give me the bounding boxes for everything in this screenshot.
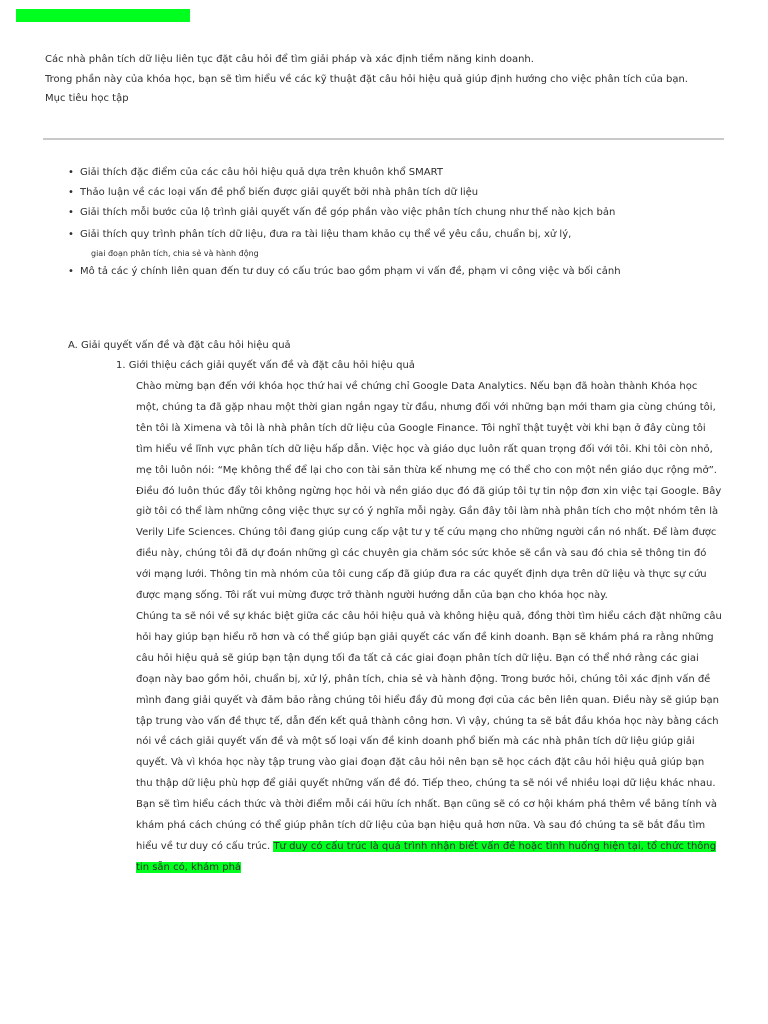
objective-item: • Mô tả các ý chính liên quan đến tư duy có cấu trúc bao gồm phạm vi vấn đề, phạm vi công việc và bối cảnh (68, 262, 668, 281)
subsection-heading-1: 1. Giới thiệu cách giải quyết vấn đề và đặt câu hỏi hiệu quả (116, 360, 415, 371)
top-highlight-bar (16, 9, 190, 22)
highlighted-text: Tư duy có cấu trúc là quá trình nhận biết vấn đề hoặc tình huống hiện tại, tổ chức thông tin sẵn có, khám phá (136, 840, 717, 873)
section-heading-a: A. Giải quyết vấn đề và đặt câu hỏi hiệu quả (68, 340, 291, 351)
divider (43, 138, 724, 140)
learning-objectives-heading: Mục tiêu học tập (45, 93, 129, 104)
objective-item: • Giải thích đặc điểm của các câu hỏi hiệu quả dựa trên khuôn khổ SMART (68, 163, 668, 182)
objectives-list (68, 163, 668, 282)
paragraph-2: Chúng ta sẽ nói về sự khác biệt giữa các câu hỏi hiệu quả và không hiệu quả, đồng thời tìm hiểu cách đặt những câu hỏi hay giúp bạn hiểu rõ hơn và có thể giúp bạn giải quyết các vấn đề kinh doanh. Bạn sẽ khám phá ra rằng những câu hỏi hiệu quả sẽ giúp bạn tận dụng tối đa tất cả các giai đoạn phân tích dữ liệu. Bạn có thể nhớ rằng các giai đoạn này bao gồm hỏi, chuẩn bị, xử lý, phân tích, chia sẻ và hành động. Trong bước hỏi, chúng tôi xác định vấn đề mình đang giải quyết và đảm bảo rằng chúng tôi hiểu đầy đủ mong đợi của các bên liên quan. Điều này sẽ giúp bạn tập trung vào vấn đề thực tế, dẫn đến kết quả thành công hơn. Vì vậy, chúng ta sẽ bắt đầu khóa học này bằng cách nói về cách giải quyết vấn đề và một số loại vấn đề kinh doanh phổ biến mà các nhà phân tích dữ liệu giúp giải quyết. Và vì khóa học này tập trung vào giai đoạn đặt câu hỏi nên bạn sẽ học cách đặt câu hỏi hiệu quả giúp bạn thu thập dữ liệu phù hợp để giải quyết những vấn đề đó. Tiếp theo, chúng ta sẽ nói về nhiều loại dữ liệu khác nhau. Bạn sẽ tìm hiểu cách thức và thời điểm mỗi cái hữu ích nhất. Bạn cũng sẽ có cơ hội khám phá thêm về bảng tính và khám phá cách chúng có thể giúp phân tích dữ liệu của bạn hiệu quả hơn nữa. Và sau đó chúng ta sẽ bắt đầu tìm hiểu về tư duy có cấu trúc. Tư duy có cấu trúc là quá trình nhận biết vấn đề hoặc tình huống hiện tại, tổ chức thông tin sẵn có, khám phá (136, 610, 722, 873)
paragraph-1: Chào mừng bạn đến với khóa học thứ hai về chứng chỉ Google Data Analytics. Nếu bạn đã hoàn thành Khóa học một, chúng ta đã gặp nhau một thời gian ngắn ngay từ đầu, nhưng đối với những bạn mới tham gia cùng chúng tôi, tên tôi là Ximena và tôi là nhà phân tích dữ liệu của Google Finance. Tôi nghĩ thật tuyệt vời khi bạn ở đây cùng tôi tìm hiểu về lĩnh vực phân tích dữ liệu hấp dẫn. Việc học và giáo dục luôn rất quan trọng đối với tôi. Khi tôi còn nhỏ, mẹ tôi luôn nói: “Mẹ không thể để lại cho con tài sản thừa kế nhưng mẹ có thể cho con một nền giáo dục rộng mở”. Điều đó luôn thúc đẩy tôi không ngừng học hỏi và nền giáo dục đó đã giúp tôi tự tin nộp đơn xin việc tại Google. Bây giờ tôi có thể làm những công việc thực sự có ý nghĩa mỗi ngày. Gần đây tôi làm nhà phân tích cho một nhóm tên là Verily Life Sciences. Chúng tôi đang giúp cung cấp vật tư y tế cứu mạng cho những người cần nó nhất. Để làm được điều này, chúng tôi đã dự đoán những gì các chuyên gia chăm sóc sức khỏe sẽ cần và sau đó chia sẻ thông tin đó với mạng lưới. Thông tin mà nhóm của tôi cung cấp đã giúp đưa ra các quyết định dựa trên dữ liệu và thực sự cứu được mạng sống. Tôi rất vui mừng được trở thành người hướng dẫn của bạn cho khóa học này. (136, 381, 722, 602)
lesson-body (136, 377, 722, 879)
objective-item: • Giải thích quy trình phân tích dữ liệu, đưa ra tài liệu tham khảo cụ thể về yêu cầu, chuẩn bị, xử lý, giai đoạn phân tích, chia sẻ và hành động (68, 225, 668, 261)
objective-item: • Giải thích mỗi bước của lộ trình giải quyết vấn đề góp phần vào việc phân tích chung như thế nào kịch bản (68, 203, 668, 222)
intro-line-2: Trong phần này của khóa học, bạn sẽ tìm hiểu về các kỹ thuật đặt câu hỏi hiệu quả giúp định hướng cho việc phân tích của bạn. (45, 73, 688, 85)
intro-line-1: Các nhà phân tích dữ liệu liên tục đặt câu hỏi để tìm giải pháp và xác định tiềm năng kinh doanh. (45, 54, 534, 65)
objective-note: giai đoạn phân tích, chia sẻ và hành động (91, 249, 259, 258)
intro-block (45, 50, 725, 109)
objective-item: • Thảo luận về các loại vấn đề phổ biến được giải quyết bởi nhà phân tích dữ liệu (68, 183, 668, 202)
